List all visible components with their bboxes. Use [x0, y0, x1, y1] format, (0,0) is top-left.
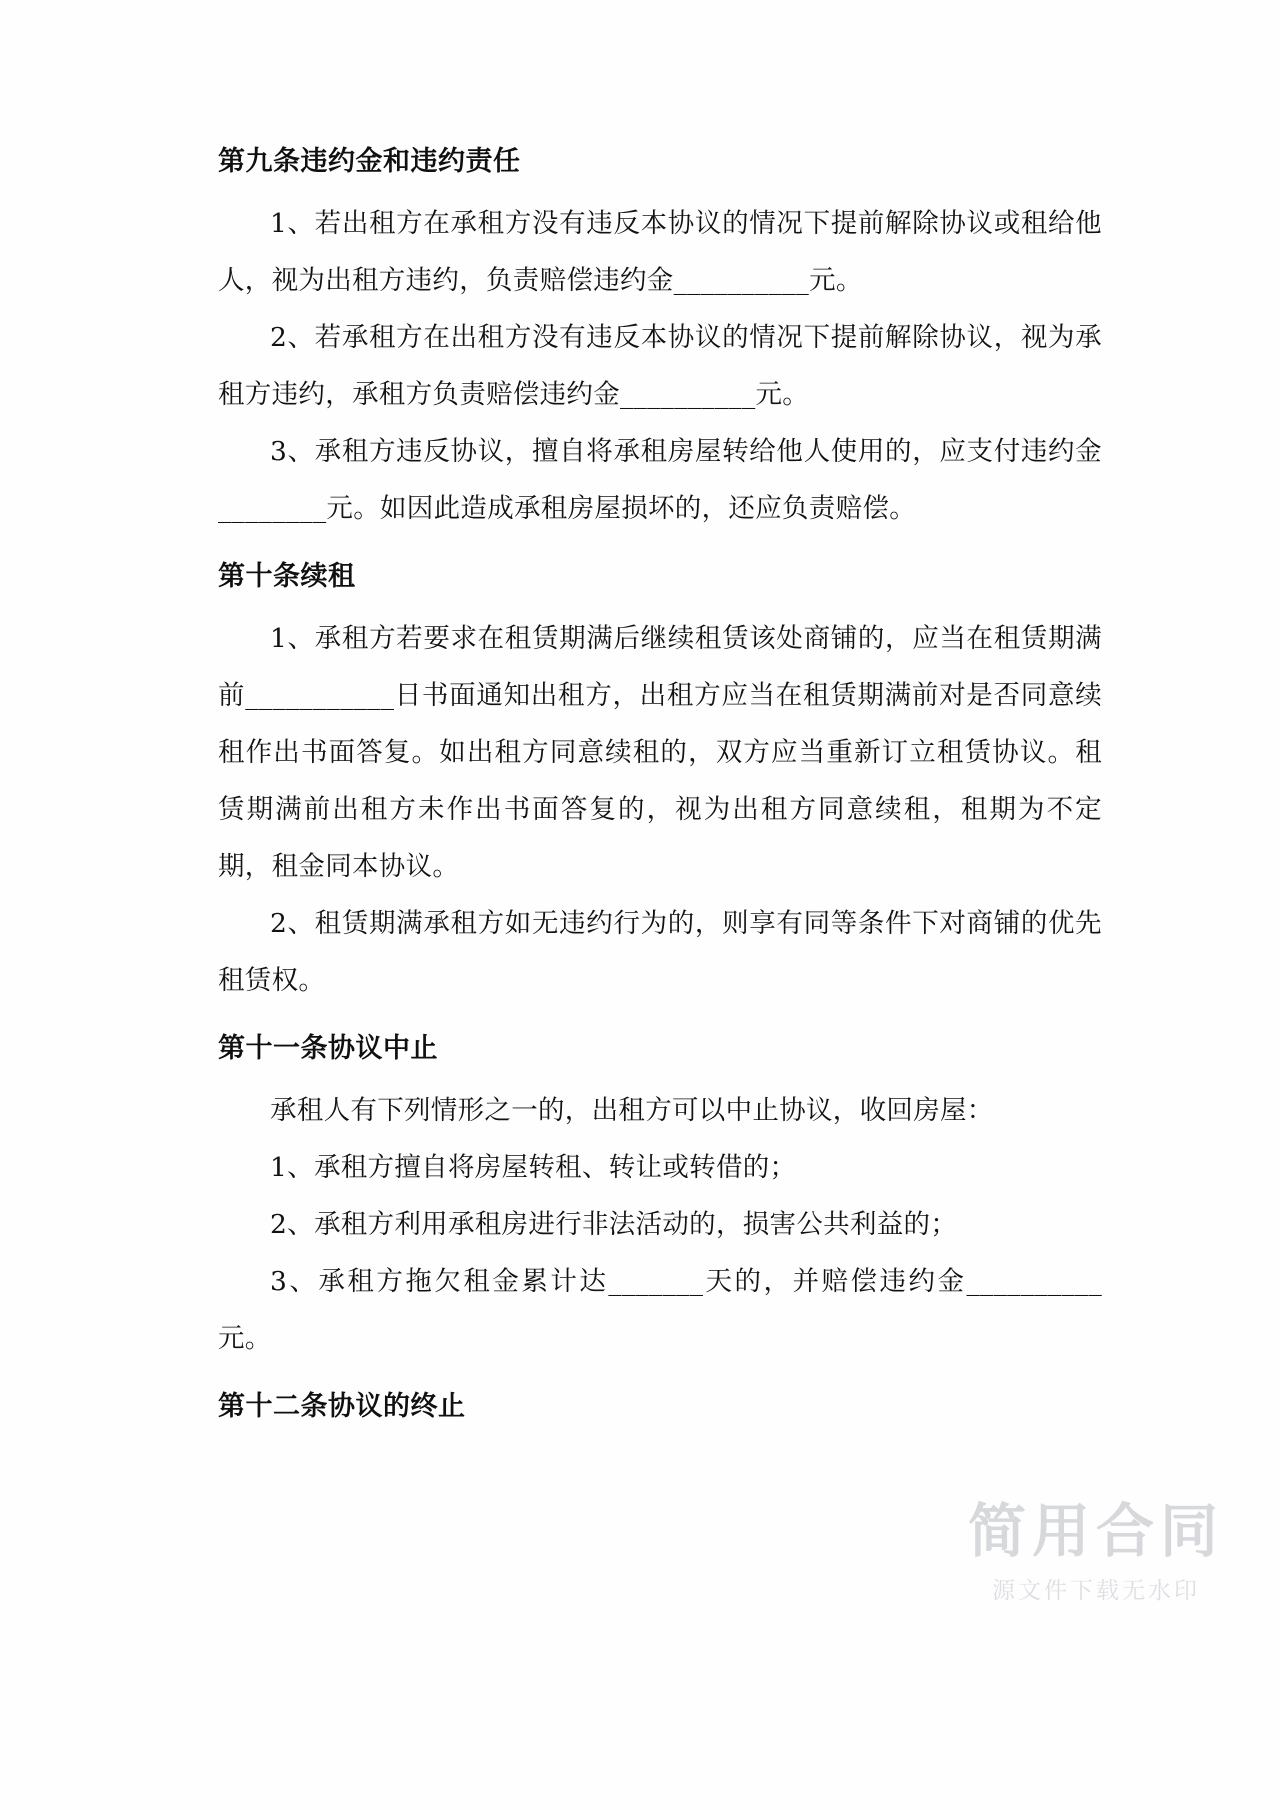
paragraph-article-10-item-1: 1、承租方若要求在租赁期满后继续租赁该处商铺的，应当在租赁期满前___________日书面通知出租方，出租方应当在租赁期满前对是否同意续租作出书面答复。如出租方同意续租的，双方应当重新订立租赁协议。租赁期满前出租方未作出书面答复的，视为出租方同意续租，租期为不定期，租金同本协议。 [218, 623, 1102, 882]
spacer [218, 1367, 1102, 1393]
spacer [218, 537, 1102, 563]
section-heading-article-12: 第十二条协议的终止 [218, 1391, 466, 1422]
paragraph-article-9-item-2: 2、若承租方在出租方没有违反本协议的情况下提前解除协议，视为承租方违约，承租方负责赔偿违约金__________元。 [218, 322, 1102, 410]
section-heading-article-10: 第十条续租 [218, 561, 356, 592]
spacer [218, 175, 1102, 195]
document-body [218, 148, 1102, 1420]
paragraph-article-10-item-2: 2、租赁期满承租方如无违约行为的，则享有同等条件下对商铺的优先租赁权。 [218, 908, 1102, 996]
section-heading-article-11: 第十一条协议中止 [218, 1033, 438, 1064]
watermark-tagline: 源文件下载无水印 [991, 1578, 1200, 1604]
section-heading-article-9: 第九条违约金和违约责任 [218, 146, 521, 177]
spacer [218, 1062, 1102, 1082]
watermark [967, 1497, 1224, 1605]
watermark-brand: 简用合同 [967, 1497, 1224, 1566]
paragraph-article-11-item-2: 2、承租方利用承租房进行非法活动的，损害公共利益的； [270, 1209, 958, 1240]
paragraph-article-9-item-1: 1、若出租方在承租方没有违反本协议的情况下提前解除协议或租给他人，视为出租方违约，负责赔偿违约金__________元。 [218, 208, 1102, 296]
paragraph-article-11-item-1: 1、承租方擅自将房屋转租、转让或转借的； [270, 1152, 797, 1183]
paragraph-article-9-item-3: 3、承租方违反协议，擅自将承租房屋转给他人使用的，应支付违约金________元。如因此造成承租房屋损坏的，还应负责赔偿。 [218, 436, 1102, 524]
paragraph-article-11-intro: 承租人有下列情形之一的，出租方可以中止协议，收回房屋： [270, 1095, 994, 1126]
spacer [218, 1009, 1102, 1035]
spacer [218, 590, 1102, 610]
paragraph-article-11-item-3: 3、承租方拖欠租金累计达_______天的，并赔偿违约金__________元。 [218, 1266, 1102, 1354]
